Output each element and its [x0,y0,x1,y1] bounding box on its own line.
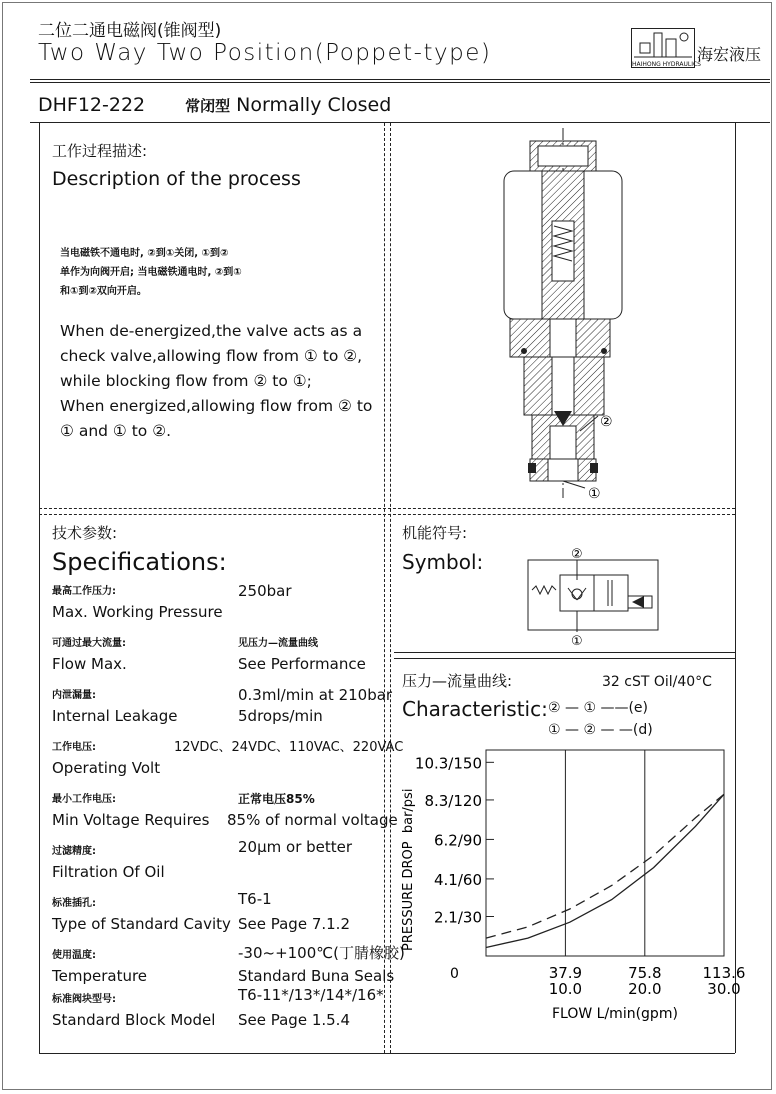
chart-x-tick-label-secondary: 30.0 [707,980,741,998]
model-rule [30,122,770,123]
mid-divider [39,508,735,509]
center-divider [384,123,385,1053]
spec-label-en: Operating Volt [52,759,161,777]
spec-row [52,686,393,738]
description-en-line: When energized,allowing flow from ② to [60,397,373,415]
chart-plot-frame [486,750,724,956]
title-en: Two Way Two Position(Poppet-type) [38,40,492,66]
specs-heading-cn: 技术参数: [52,524,118,542]
chart-series [486,794,724,947]
description-en-line: while blocking flow from ② to ①; [60,372,312,390]
bottom-border [39,1053,735,1054]
type-en: Normally Closed [236,94,392,116]
spec-label-en: Type of Standard Cavity [52,915,231,933]
spec-label-cn: 标准插孔: [52,898,96,909]
chart-series-line [486,794,724,947]
legend-d: ① — ② — —(d) [548,722,653,738]
oil-spec: 32 cST Oil/40°C [602,674,712,690]
valve-section-drawing [480,126,640,506]
valve-symbol [520,540,670,650]
chart-x-tick-label: 113.6 [702,964,746,982]
description-cn [60,244,242,301]
chart-x-tick-label-secondary: 10.0 [548,980,583,998]
chart-y-tick-label: 6.2/90 [434,831,482,850]
chart-x-tick-label: 37.9 [548,964,583,982]
spec-row [52,838,382,894]
right-border [735,123,736,1053]
spec-label-cn: 过滤精度: [52,846,96,857]
spec-value: T6-11*/13*/14*/16* [238,986,384,1004]
chart-x-tick-label: 75.8 [628,964,662,982]
spec-label-cn: 内泄漏量: [52,690,96,701]
spec-value: 12VDC、24VDC、110VAC、220VAC [174,740,404,755]
symbol-port2-label: ② [571,547,583,562]
spec-row [52,890,382,946]
spec-value-2: 5drops/min [238,707,323,725]
symbol-heading-en: Symbol: [402,550,484,574]
spec-label-cn: 可通过最大流量: [52,638,126,649]
specs-heading-en: Specifications: [52,548,227,576]
brand-name-en: HAIHONG HYDRAULICS [632,61,701,68]
description-heading-en: Description of the process [52,168,301,190]
spec-value-2: See Page 7.1.2 [238,915,350,933]
pressure-flow-chart [394,736,746,1036]
spec-value: T6-1 [238,890,272,908]
spec-label-en: Min Voltage Requires [52,811,210,829]
spec-value: 正常电压85% [238,792,315,806]
model-number: DHF12-222 [38,94,146,116]
spec-value-2: Standard Buna Seals [238,967,395,985]
chart-x-axis-label: FLOW L/min(gpm) [552,1006,678,1022]
symbol-divider [394,652,735,653]
spec-value-2: 85% of normal voltage [227,811,398,829]
spec-label-cn: 标准阀块型号: [52,994,116,1005]
spec-value: -30~+100℃(丁腈橡胶) [238,944,405,962]
spec-label-en: Flow Max. [52,655,127,673]
spec-label-cn: 使用温度: [52,950,96,961]
spec-value-2: See Performance [238,655,366,673]
spec-value: 见压力—流量曲线 [238,638,318,649]
chart-y-axis-label: PRESSURE DROP bar/psi [401,788,416,951]
spec-row [52,582,382,634]
brand-name-cn: 海宏液压 [697,45,762,64]
description-en-line: ① and ① to ②. [60,422,172,440]
drawing-port1-label: ① [588,486,601,502]
chart-y-tick-label: 10.3/150 [414,754,482,773]
spec-label-en: Max. Working Pressure [52,603,223,621]
center-divider-2 [390,123,391,1053]
spec-value: 0.3ml/min at 210bar [238,686,393,704]
drawing-port2-label: ② [600,414,613,430]
spec-label-cn: 最高工作压力: [52,586,116,597]
chart-y-tick-label: 2.1/30 [434,908,482,927]
legend-e: ② — ① ——(e) [548,700,648,716]
left-border [39,123,40,1053]
chart-y-tick-label: 8.3/120 [424,791,482,810]
type-cn: 常闭型 [185,97,231,115]
description-cn-line: 当电磁铁不通电时, ②到①关闭, ①到② [60,248,229,259]
spec-label-en: Internal Leakage [52,707,178,725]
description-en-line: check valve,allowing flow from ① to ②, [60,347,363,365]
spec-label-cn: 最小工作电压: [52,794,116,805]
chart-origin-label: 0 [450,966,459,982]
chart-y-tick-label: 4.1/60 [434,870,482,889]
symbol-heading-cn: 机能符号: [402,524,468,542]
spec-label-en: Standard Block Model [52,1011,216,1029]
description-en-line: When de-energized,the valve acts as a [60,322,363,340]
characteristic-heading-en: Characteristic: [402,697,548,721]
description-cn-line: 和①到②双向开启。 [60,286,147,297]
chart-y-ticks [415,754,482,926]
spec-row [52,986,382,1036]
description-heading-cn: 工作过程描述: [52,142,148,160]
header-rule [30,79,770,80]
spec-row [52,944,405,986]
header-rule-2 [30,82,770,83]
spec-row [52,790,398,842]
spec-value-2: See Page 1.5.4 [238,1011,350,1029]
symbol-port1-label: ① [571,634,583,649]
description-cn-line: 单作为向阀开启; 当电磁铁通电时, ②到① [60,267,242,278]
spec-label-cn: 工作电压: [52,742,96,753]
model-line [38,94,391,116]
mid-divider-2 [39,514,735,515]
description-en [60,319,372,444]
title-cn: 二位二通电磁阀(锥阀型) [38,21,222,41]
chart-grid [486,750,724,956]
chart-series-line [486,794,724,938]
specs-table [52,582,405,1036]
spec-value: 20μm or better [238,838,353,856]
characteristic-heading-cn: 压力—流量曲线: [402,672,513,690]
spec-row [52,634,382,686]
spec-value: 250bar [238,582,292,600]
chart-x-tick-label-secondary: 20.0 [628,980,662,998]
spec-label-en: Temperature [52,967,148,985]
symbol-divider-2 [394,658,735,659]
chart-x-ticks [549,964,746,998]
spec-label-en: Filtration Of Oil [52,863,165,881]
spec-row [52,738,404,790]
